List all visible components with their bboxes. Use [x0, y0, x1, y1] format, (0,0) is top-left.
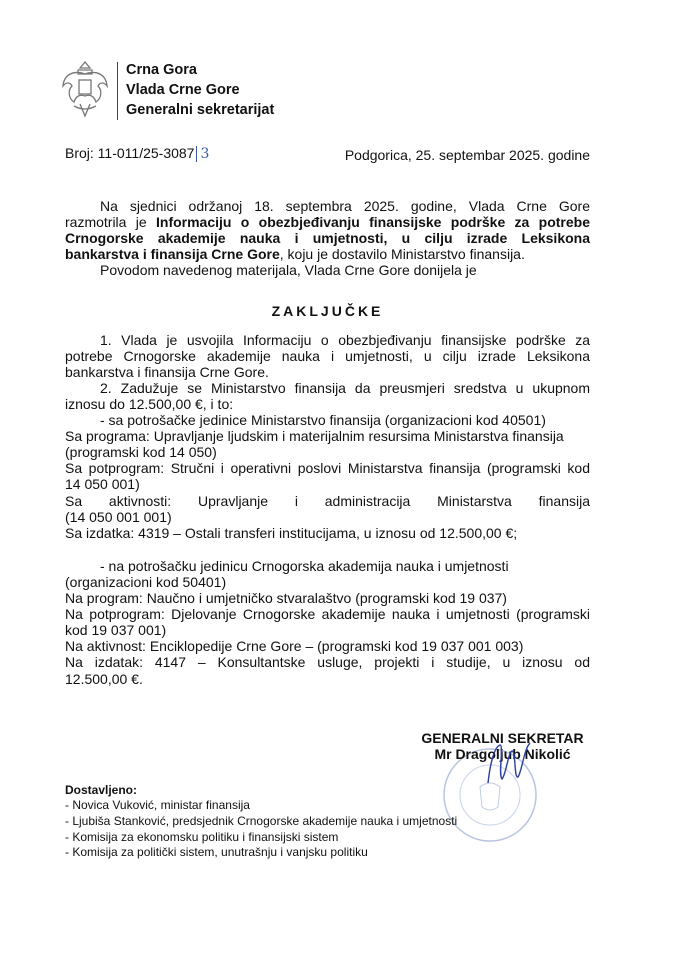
intro-line: Povodom navedenog materijala, Vlada Crne Gore donijela je [100, 262, 477, 278]
body-line: potrebe Crnogorske akademije nauka i umjetnosti, u cilju izrade Leksikona [65, 348, 590, 364]
section-title: ZAKLJUČKE [271, 303, 384, 319]
signatory-role: GENERALNI SEKRETAR [421, 730, 584, 746]
body-line: - na potrošačku jedinicu Crnogorska akademija nauka i umjetnosti [100, 558, 509, 574]
body-line: Na aktivnost: Enciklopedije Crne Gore – (programski kod 19 037 001 003) [65, 638, 524, 654]
intro-line: Crnogorske akademije nauka i umjetnosti, u cilju izrade Leksikona [65, 230, 590, 246]
body-line: Sa potprogram: Stručni i operativni poslovi Ministarstva finansija (programski kod [65, 460, 590, 476]
body-line: kod 19 037 001) [65, 622, 167, 638]
distribution-item: - Ljubiša Stanković, predsjednik Crnogorske akademije nauka i umjetnosti [65, 814, 458, 828]
body-line: Na izdatak: 4147 – Konsultantske usluge, projekti i studije, u iznosu od [65, 654, 590, 670]
distribution-item: - Komisija za ekonomsku politiku i finansijski sistem [65, 830, 339, 844]
intro-line: razmotrila je Informaciju o obezbjeđivanju finansijske podrške za potrebe [65, 214, 590, 230]
handwritten-annotation: 3 [196, 146, 209, 162]
body-line: 2. Zadužuje se Ministarstvo finansija da preusmjeri sredstva u ukupnom [100, 380, 590, 396]
body-line: bankarstva i finansija Crne Gore. [65, 364, 269, 380]
body-line: Sa izdatka: 4319 – Ostali transferi institucijama, u iznosu od 12.500,00 €; [65, 525, 518, 541]
body-line: 12.500,00 €. [65, 671, 143, 687]
coat-of-arms-icon [60, 60, 110, 118]
header-department: Generalni sekretarijat [126, 102, 275, 118]
signatory-name: Mr Dragoljub Nikolić [434, 746, 571, 762]
body-line: 14 050 001) [65, 476, 140, 492]
handwritten-signature [480, 735, 540, 795]
header-country: Crna Gora [126, 62, 197, 78]
body-line: - sa potrošačke jedinice Ministarstvo finansija (organizacioni kod 40501) [100, 412, 546, 428]
body-line: (14 050 001 001) [65, 509, 172, 525]
header-government: Vlada Crne Gore [126, 82, 240, 98]
place-date: Podgorica, 25. septembar 2025. godine [344, 147, 590, 163]
header-divider [117, 62, 118, 120]
body-line: 1. Vlada je usvojila Informaciju o obezbjeđivanju finansijske podrške za [100, 332, 590, 348]
body-line: (programski kod 14 050) [65, 444, 217, 460]
distribution-item: - Novica Vuković, ministar finansija [65, 798, 250, 812]
intro-line: Na sjednici održanoj 18. septembra 2025. godine, Vlada Crne Gore [100, 198, 590, 214]
reference-number: Broj: 11-011/25-3087 3 [65, 145, 210, 162]
intro-line: bankarstva i finansija Crne Gore, koju je dostavilo Ministarstvo finansija. [65, 246, 525, 262]
distribution-item: - Komisija za politički sistem, unutrašnju i vanjsku politiku [65, 845, 368, 859]
distribution-title: Dostavljeno: [65, 783, 138, 797]
body-line: Sa aktivnosti: Upravljanje i administracija Ministarstva finansija [65, 493, 590, 509]
body-line: Na program: Naučno i umjetničko stvaralaštvo (programski kod 19 037) [65, 590, 507, 606]
body-line: (organizacioni kod 50401) [65, 574, 227, 590]
body-line: iznosu do 12.500,00 €, i to: [65, 396, 234, 412]
body-line: Sa programa: Upravljanje ljudskim i materijalnim resursima Ministarstva finansija [65, 428, 564, 444]
body-line: Na potprogram: Djelovanje Crnogorske akademije nauka i umjetnosti (programski [65, 606, 590, 622]
